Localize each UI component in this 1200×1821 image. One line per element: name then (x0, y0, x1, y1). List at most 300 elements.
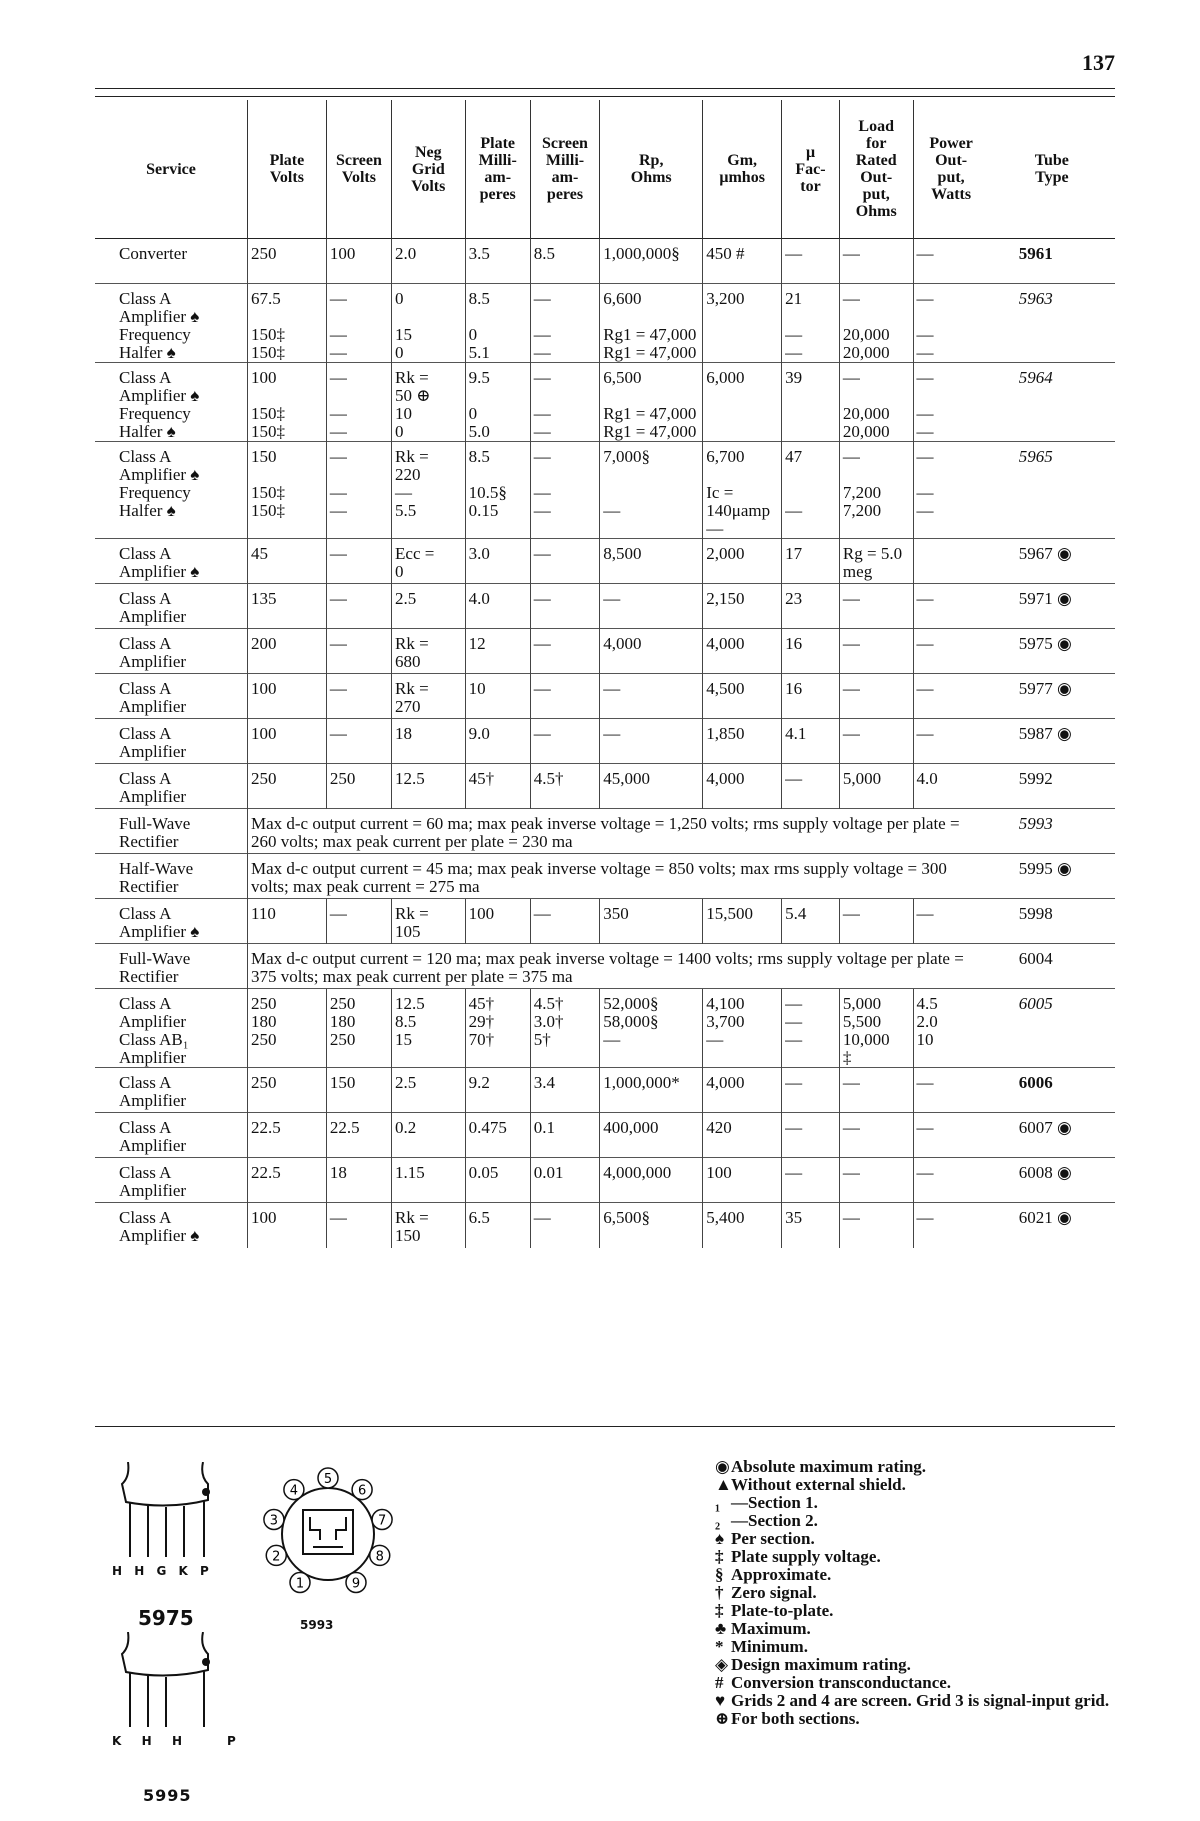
cell-screen-ma: — (530, 1203, 599, 1248)
cell-gm: 2,000 (703, 539, 782, 584)
cell-mu: — (782, 1158, 840, 1203)
legend-symbol: ♥ (715, 1691, 726, 1710)
cell-screen-ma: 0.01 (530, 1158, 599, 1203)
cell-screen-ma: 4.5† 3.0† 5† (530, 989, 599, 1068)
cell-mu: 4.1 (782, 719, 840, 764)
cell-gm: 3,200 (703, 284, 782, 363)
cell-load-ohms: — (839, 719, 913, 764)
legend-symbol: # (715, 1673, 724, 1692)
tube-5975-pin-labels: H H G K P (112, 1564, 213, 1578)
cell-neg-grid-volts: Ecc = 0 (392, 539, 466, 584)
cell-service: Half-Wave Rectifier (95, 854, 247, 899)
cell-load-ohms: 5,000 5,500 10,000 ‡ (839, 989, 913, 1068)
cell-rp: 4,000,000 (600, 1158, 703, 1203)
cell-screen-ma: 0.1 (530, 1113, 599, 1158)
cell-plate-ma: 3.5 (465, 239, 530, 284)
legend-item (715, 1674, 1135, 1692)
cell-plate-volts: 100 150‡ 150‡ (247, 363, 326, 442)
header-plate-volts: Plate Volts (247, 100, 326, 239)
legend-symbol: ‡ (715, 1601, 724, 1620)
cell-service: Class A Amplifier ♠ Frequency Halfer ♠ (95, 284, 247, 363)
cell-plate-ma: 6.5 (465, 1203, 530, 1248)
cell-neg-grid-volts: 12.5 (392, 764, 466, 809)
cell-rp: — (600, 719, 703, 764)
legend-item (715, 1638, 1135, 1656)
header-tube-type: Tube Type (1034, 152, 1069, 186)
legend-item (715, 1566, 1135, 1584)
cell-rectifier-note: Max d-c output current = 120 ma; max peak inverse voltage = 1400 volts; rms supply voltage per plate = 375 volts; max peak current per plate = 375 ma (247, 944, 988, 989)
footnote-legend (715, 1458, 1135, 1728)
cell-gm: 5,400 (703, 1203, 782, 1248)
cell-load-ohms: — (839, 1113, 913, 1158)
cell-plate-volts: 250 (247, 239, 326, 284)
cell-tube-type: 5963 (989, 284, 1115, 363)
header-service: Service (146, 160, 196, 178)
cell-service: Converter (95, 239, 247, 284)
cell-screen-volts: 250 (326, 764, 391, 809)
cell-load-ohms: — (839, 584, 913, 629)
cell-service: Class A Amplifier ♠ Frequency Halfer ♠ (95, 442, 247, 539)
cell-neg-grid-volts: Rk = 220 — 5.5 (392, 442, 466, 539)
cell-service: Class A Amplifier (95, 719, 247, 764)
cell-service: Class A Amplifier ♠ (95, 899, 247, 944)
cell-load-ohms: — (839, 239, 913, 284)
cell-neg-grid-volts: 2.5 (392, 1068, 466, 1113)
cell-gm: 420 (703, 1113, 782, 1158)
cell-plate-volts: 100 (247, 1203, 326, 1248)
cell-rp: — (600, 584, 703, 629)
cell-service: Class A Amplifier (95, 1113, 247, 1158)
legend-text: Plate supply voltage. (731, 1547, 881, 1566)
top-rule-2 (95, 96, 1115, 97)
cell-screen-ma: — (530, 539, 599, 584)
cell-mu: — (782, 1068, 840, 1113)
cell-neg-grid-volts: 18 (392, 719, 466, 764)
tube-5995-base-diagram (108, 1632, 218, 1750)
cell-power-watts: — (913, 1113, 989, 1158)
cell-screen-ma: — — — (530, 284, 599, 363)
cell-rp: 7,000§ — (600, 442, 703, 539)
cell-load-ohms: — 20,000 20,000 (839, 284, 913, 363)
cell-tube-type: 5961 (989, 239, 1115, 284)
table-row (95, 629, 1115, 674)
cell-rp: 8,500 (600, 539, 703, 584)
legend-symbol: ♠ (715, 1529, 725, 1548)
socket-pin-number: 8 (375, 1549, 384, 1565)
table-row (95, 854, 1115, 899)
cell-rp: 1,000,000* (600, 1068, 703, 1113)
cell-plate-volts: 250 (247, 1068, 326, 1113)
cell-gm: 4,000 (703, 1068, 782, 1113)
cell-screen-volts: 150 (326, 1068, 391, 1113)
header-power: Power Out- put, Watts (913, 100, 989, 239)
cell-tube-type: 5992 (989, 764, 1115, 809)
cell-tube-type: 6021 ◉ (989, 1203, 1115, 1248)
legend-item (715, 1620, 1135, 1638)
cell-plate-volts: 22.5 (247, 1113, 326, 1158)
legend-text: Zero signal. (731, 1583, 817, 1602)
cell-power-watts: — (913, 674, 989, 719)
legend-text: Absolute maximum rating. (731, 1457, 927, 1476)
cell-load-ohms: — (839, 1068, 913, 1113)
legend-symbol: † (715, 1583, 724, 1602)
cell-load-ohms: — (839, 1203, 913, 1248)
cell-plate-ma: 0.05 (465, 1158, 530, 1203)
cell-screen-ma: 8.5 (530, 239, 599, 284)
legend-item (715, 1458, 1135, 1476)
legend-item (715, 1692, 1135, 1710)
header-plate-ma: Plate Milli- am- peres (465, 100, 530, 239)
cell-plate-volts: 250 180 250 (247, 989, 326, 1068)
cell-service: Class A Amplifier ♠ (95, 539, 247, 584)
cell-screen-ma: — (530, 719, 599, 764)
legend-symbol: ▲ (715, 1475, 732, 1494)
cell-load-ohms: — 20,000 20,000 (839, 363, 913, 442)
tube-5995-caption: 5995 (143, 1786, 192, 1805)
cell-plate-ma: 9.5 0 5.0 (465, 363, 530, 442)
cell-screen-volts: — (326, 1203, 391, 1248)
cell-plate-ma: 4.0 (465, 584, 530, 629)
header-load: Load for Rated Out- put, Ohms (839, 100, 913, 239)
cell-screen-ma: — (530, 899, 599, 944)
cell-service: Class A Amplifier (95, 1068, 247, 1113)
cell-service: Class A Amplifier (95, 764, 247, 809)
cell-rp: 6,500 Rg1 = 47,000 Rg1 = 47,000 (600, 363, 703, 442)
cell-tube-type: 5975 ◉ (989, 629, 1115, 674)
cell-gm: 4,000 (703, 629, 782, 674)
cell-rp: 6,500§ (600, 1203, 703, 1248)
cell-load-ohms: — (839, 899, 913, 944)
cell-load-ohms: 5,000 (839, 764, 913, 809)
socket-pin-number: 9 (351, 1576, 361, 1592)
cell-plate-ma: 8.5 10.5§ 0.15 (465, 442, 530, 539)
cell-tube-type: 6008 ◉ (989, 1158, 1115, 1203)
cell-tube-type: 6007 ◉ (989, 1113, 1115, 1158)
cell-mu: 47 — (782, 442, 840, 539)
cell-rp: 400,000 (600, 1113, 703, 1158)
table-header-row (95, 100, 1115, 239)
legend-item (715, 1494, 1135, 1512)
cell-rectifier-note: Max d-c output current = 60 ma; max peak inverse voltage = 1,250 volts; rms supply voltage per plate = 260 volts; max peak current per plate = 230 ma (247, 809, 988, 854)
cell-screen-volts: 22.5 (326, 1113, 391, 1158)
cell-load-ohms: — (839, 629, 913, 674)
cell-screen-volts: — — — (326, 442, 391, 539)
cell-load-ohms: — (839, 1158, 913, 1203)
cell-screen-volts: — (326, 584, 391, 629)
cell-plate-volts: 100 (247, 719, 326, 764)
cell-load-ohms: — 7,200 7,200 (839, 442, 913, 539)
cell-power-watts: — — — (913, 284, 989, 363)
cell-screen-ma: 4.5† (530, 764, 599, 809)
cell-screen-volts: — (326, 899, 391, 944)
cell-service: Class A Amplifier (95, 629, 247, 674)
table-row (95, 989, 1115, 1068)
cell-screen-volts: — (326, 539, 391, 584)
cell-plate-ma: 9.2 (465, 1068, 530, 1113)
cell-screen-ma: — (530, 584, 599, 629)
cell-power-watts: — (913, 629, 989, 674)
cell-power-watts: — — — (913, 442, 989, 539)
cell-tube-type: 5987 ◉ (989, 719, 1115, 764)
cell-neg-grid-volts: Rk = 105 (392, 899, 466, 944)
cell-screen-volts: — (326, 674, 391, 719)
tube-5975-base-diagram (108, 1462, 218, 1580)
cell-rp: 350 (600, 899, 703, 944)
cell-screen-volts: 250 180 250 (326, 989, 391, 1068)
cell-service: Full-Wave Rectifier (95, 809, 247, 854)
cell-rp: — (600, 674, 703, 719)
cell-plate-ma: 0.475 (465, 1113, 530, 1158)
header-gm: Gm, μmhos (703, 100, 782, 239)
cell-tube-type: 6005 (989, 989, 1115, 1068)
legend-item (715, 1530, 1135, 1548)
cell-mu: — (782, 239, 840, 284)
cell-rp: 45,000 (600, 764, 703, 809)
cell-gm: 4,100 3,700 — (703, 989, 782, 1068)
table-row (95, 899, 1115, 944)
cell-mu: — — — (782, 989, 840, 1068)
cell-plate-volts: 200 (247, 629, 326, 674)
legend-text: Per section. (731, 1529, 815, 1548)
cell-service: Class A Amplifier ♠ Frequency Halfer ♠ (95, 363, 247, 442)
page-number: 137 (1082, 50, 1115, 75)
table-row (95, 1068, 1115, 1113)
cell-screen-volts: 18 (326, 1158, 391, 1203)
cell-tube-type: 6004 (989, 944, 1115, 989)
tube-5993-caption: 5993 (300, 1618, 334, 1632)
cell-mu: 16 (782, 674, 840, 719)
cell-neg-grid-volts: Rk = 270 (392, 674, 466, 719)
socket-pin-number: 2 (272, 1549, 281, 1565)
cell-plate-volts: 135 (247, 584, 326, 629)
cell-plate-ma: 45† 29† 70† (465, 989, 530, 1068)
cell-power-watts: 4.0 (913, 764, 989, 809)
table-row (95, 944, 1115, 989)
cell-power-watts: — (913, 899, 989, 944)
cell-neg-grid-volts: 12.5 8.5 15 (392, 989, 466, 1068)
cell-mu: 39 (782, 363, 840, 442)
cell-mu: 23 (782, 584, 840, 629)
header-neg-grid-volts: Neg Grid Volts (392, 100, 466, 239)
cell-gm: 15,500 (703, 899, 782, 944)
cell-mu: — (782, 764, 840, 809)
cell-screen-volts: — — — (326, 284, 391, 363)
cell-plate-volts: 150 150‡ 150‡ (247, 442, 326, 539)
legend-symbol: ♣ (715, 1619, 727, 1638)
cell-neg-grid-volts: 1.15 (392, 1158, 466, 1203)
cell-load-ohms: — (839, 674, 913, 719)
cell-plate-volts: 45 (247, 539, 326, 584)
legend-symbol: * (715, 1637, 724, 1656)
cell-mu: 17 (782, 539, 840, 584)
cell-screen-ma: — — — (530, 442, 599, 539)
cell-plate-ma: 45† (465, 764, 530, 809)
legend-item (715, 1584, 1135, 1602)
cell-neg-grid-volts: 0 15 0 (392, 284, 466, 363)
legend-text: For both sections. (731, 1709, 860, 1728)
cell-tube-type: 5977 ◉ (989, 674, 1115, 719)
tube-spec-table (95, 100, 1115, 1248)
table-row (95, 674, 1115, 719)
legend-item (715, 1512, 1135, 1530)
cell-mu: 16 (782, 629, 840, 674)
socket-pin-number: 6 (357, 1483, 367, 1499)
table-row (95, 809, 1115, 854)
legend-text: Design maximum rating. (731, 1655, 911, 1674)
cell-mu: 21 — — (782, 284, 840, 363)
cell-tube-type: 5995 ◉ (989, 854, 1115, 899)
legend-text: Plate-to-plate. (731, 1601, 834, 1620)
cell-plate-volts: 250 (247, 764, 326, 809)
cell-screen-volts: — (326, 629, 391, 674)
cell-tube-type: 5993 (989, 809, 1115, 854)
table-row (95, 442, 1115, 539)
cell-plate-ma: 12 (465, 629, 530, 674)
cell-plate-volts: 110 (247, 899, 326, 944)
legend-symbol: ⊕ (715, 1709, 730, 1728)
legend-text: Minimum. (731, 1637, 808, 1656)
table-row (95, 1113, 1115, 1158)
cell-service: Class A Amplifier Class AB₁ Amplifier (95, 989, 247, 1068)
socket-pin-number: 3 (269, 1513, 279, 1529)
cell-tube-type: 5998 (989, 899, 1115, 944)
cell-service: Class A Amplifier (95, 1158, 247, 1203)
cell-screen-volts: — — — (326, 363, 391, 442)
legend-symbol: ₁ (715, 1493, 721, 1512)
cell-neg-grid-volts: 0.2 (392, 1113, 466, 1158)
cell-gm: 6,000 (703, 363, 782, 442)
cell-power-watts: — (913, 1203, 989, 1248)
cell-power-watts: 4.5 2.0 10 (913, 989, 989, 1068)
legend-text: Approximate. (731, 1565, 832, 1584)
cell-tube-type: 5964 (989, 363, 1115, 442)
cell-power-watts: — (913, 1068, 989, 1113)
table-row (95, 1158, 1115, 1203)
legend-item (715, 1710, 1135, 1728)
cell-mu: 5.4 (782, 899, 840, 944)
cell-power-watts: — (913, 719, 989, 764)
header-mu: μ Fac- tor (782, 100, 840, 239)
cell-load-ohms: Rg = 5.0 meg (839, 539, 913, 584)
cell-gm: 6,700 Ic = 140μamp — (703, 442, 782, 539)
cell-tube-type: 5967 ◉ (989, 539, 1115, 584)
table-row (95, 539, 1115, 584)
legend-symbol: ₂ (715, 1511, 721, 1530)
cell-service: Full-Wave Rectifier (95, 944, 247, 989)
cell-rectifier-note: Max d-c output current = 45 ma; max peak inverse voltage = 850 volts; max rms supply voltage = 300 volts; max peak current = 275 ma (247, 854, 988, 899)
cell-plate-volts: 100 (247, 674, 326, 719)
cell-rp: 6,600 Rg1 = 47,000 Rg1 = 47,000 (600, 284, 703, 363)
legend-symbol: ‡ (715, 1547, 724, 1566)
tube-5993-socket-diagram (258, 1462, 398, 1602)
cell-screen-ma: — (530, 674, 599, 719)
cell-tube-type: 5965 (989, 442, 1115, 539)
cell-screen-ma: — (530, 629, 599, 674)
socket-pin-number: 7 (377, 1513, 387, 1529)
table-row (95, 363, 1115, 442)
cell-tube-type: 5971 ◉ (989, 584, 1115, 629)
cell-power-watts: — (913, 584, 989, 629)
header-screen-ma: Screen Milli- am- peres (530, 100, 599, 239)
cell-neg-grid-volts: Rk = 680 (392, 629, 466, 674)
top-rule (95, 88, 1115, 89)
legend-item (715, 1602, 1135, 1620)
cell-service: Class A Amplifier (95, 674, 247, 719)
table-row (95, 764, 1115, 809)
cell-plate-volts: 22.5 (247, 1158, 326, 1203)
tube-5975-caption: 5975 (138, 1606, 194, 1630)
table-row (95, 239, 1115, 284)
cell-gm: 4,000 (703, 764, 782, 809)
cell-neg-grid-volts: Rk = 150 (392, 1203, 466, 1248)
legend-symbol: ◈ (715, 1655, 729, 1674)
cell-plate-ma: 9.0 (465, 719, 530, 764)
cell-screen-volts: — (326, 719, 391, 764)
cell-power-watts: — (913, 1158, 989, 1203)
table-row (95, 284, 1115, 363)
cell-plate-ma: 8.5 0 5.1 (465, 284, 530, 363)
cell-neg-grid-volts: 2.5 (392, 584, 466, 629)
cell-gm: 4,500 (703, 674, 782, 719)
legend-item (715, 1656, 1135, 1674)
cell-gm: 2,150 (703, 584, 782, 629)
cell-power-watts: — — — (913, 363, 989, 442)
cell-power-watts: — (913, 239, 989, 284)
cell-neg-grid-volts: Rk = 50 ⊕ 10 0 (392, 363, 466, 442)
cell-power-watts (913, 539, 989, 584)
cell-gm: 1,850 (703, 719, 782, 764)
header-screen-volts: Screen Volts (326, 100, 391, 239)
cell-plate-ma: 10 (465, 674, 530, 719)
socket-pin-number: 4 (289, 1483, 299, 1499)
cell-tube-type: 6006 (989, 1068, 1115, 1113)
cell-mu: — (782, 1113, 840, 1158)
table-bottom-rule (95, 1426, 1115, 1427)
legend-text: Grids 2 and 4 are screen. Grid 3 is signal-input grid. (731, 1691, 1110, 1710)
cell-mu: 35 (782, 1203, 840, 1248)
socket-pin-number: 5 (323, 1472, 333, 1487)
legend-text: —Section 1. (731, 1493, 818, 1512)
tube-5995-pin-labels: K H H P (112, 1734, 240, 1748)
cell-plate-ma: 100 (465, 899, 530, 944)
legend-text: Maximum. (731, 1619, 811, 1638)
legend-item (715, 1476, 1135, 1494)
cell-screen-ma: — — — (530, 363, 599, 442)
legend-text: Conversion transconductance. (731, 1673, 952, 1692)
table-row (95, 584, 1115, 629)
socket-pin-number: 1 (295, 1576, 305, 1592)
header-rp: Rp, Ohms (600, 100, 703, 239)
legend-symbol: ◉ (715, 1457, 730, 1476)
table-row (95, 719, 1115, 764)
legend-text: Without external shield. (731, 1475, 906, 1494)
cell-service: Class A Amplifier ♠ (95, 1203, 247, 1248)
cell-rp: 52,000§ 58,000§ — (600, 989, 703, 1068)
legend-text: —Section 2. (731, 1511, 818, 1530)
cell-gm: 450 # (703, 239, 782, 284)
cell-neg-grid-volts: 2.0 (392, 239, 466, 284)
cell-service: Class A Amplifier (95, 584, 247, 629)
cell-screen-volts: 100 (326, 239, 391, 284)
cell-rp: 1,000,000§ (600, 239, 703, 284)
cell-plate-volts: 67.5 150‡ 150‡ (247, 284, 326, 363)
cell-gm: 100 (703, 1158, 782, 1203)
legend-item (715, 1548, 1135, 1566)
cell-screen-ma: 3.4 (530, 1068, 599, 1113)
table-row (95, 1203, 1115, 1248)
cell-plate-ma: 3.0 (465, 539, 530, 584)
cell-rp: 4,000 (600, 629, 703, 674)
